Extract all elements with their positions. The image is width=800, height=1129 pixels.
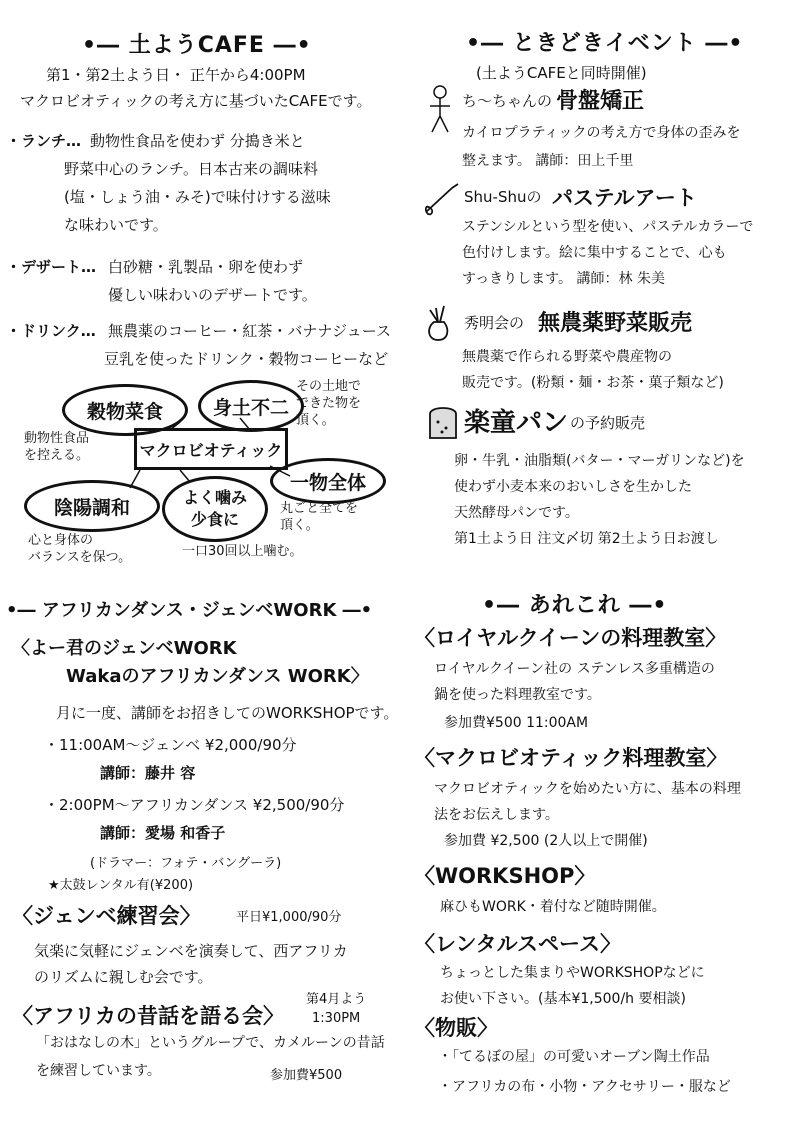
royal-line: 参加費¥500 11:00AM	[444, 715, 589, 731]
royal-line: 鍋を使った料理教室です。	[434, 687, 601, 703]
dance-time: ・2:00PM～アフリカンダンス ¥2,500/90分	[44, 796, 345, 814]
goods-heading: 〈物販〉	[414, 1016, 498, 1040]
dessert-line: 優しい味わいのデザートです。	[108, 286, 317, 304]
drink-label: ・ドリンク…	[6, 322, 96, 340]
rental-heading: 〈レンタルスペース〉	[414, 932, 621, 956]
dance-heading-2: Wakaのアフリカンダンス WORK〉	[66, 666, 369, 687]
bread-icon	[426, 404, 460, 440]
dance-heading-1: 〈よー君のジェンベWORK	[12, 638, 237, 659]
story-heading: 〈アフリカの昔話を語る会〉	[12, 1004, 284, 1028]
bread-line: 天然酵母パンです。	[454, 505, 579, 521]
lunch-line: 野菜中心のランチ。日本古来の調味料	[64, 160, 318, 178]
djembe-teacher: 講師：藤井 容	[100, 764, 196, 782]
cafe-title: •― 土ようCAFE ―•	[82, 33, 312, 58]
rental-line: ちょっとした集まりやWORKSHOPなどに	[440, 965, 705, 981]
whole-note: 丸ごと全てを 頂く。	[280, 501, 359, 533]
dessert-label: ・デザート…	[6, 258, 97, 276]
brush-icon	[422, 182, 462, 218]
veg-line: 販売です。(粉類・麺・お茶・菓子類など)	[462, 375, 724, 391]
drink-line: 無農薬のコーヒー・紅茶・バナナジュース	[108, 322, 392, 340]
local-note: その土地で できた物を 頂く。	[296, 379, 362, 428]
lunch-line: (塩・しょう油・みそ)で味付けする滋味	[64, 188, 331, 206]
practice-line: 気楽に気軽にジェンベを演奏して、西アフリカ	[34, 942, 348, 960]
events-title: •― ときどきイベント ―•	[466, 31, 744, 56]
bread-name: 楽童パン	[464, 408, 569, 438]
local-bubble: 身土不二	[198, 380, 304, 432]
yinyang-bubble: 陰陽調和	[24, 480, 160, 532]
animal-note: 動物性食品 を控える。	[24, 431, 90, 463]
vegetable-icon	[422, 302, 462, 342]
veg-name: 無農薬野菜販売	[538, 311, 693, 336]
lunch-line: な味わいです。	[64, 216, 168, 234]
macro-cook-line: マクロビオティックを始めたい方に、基本の料理	[434, 781, 741, 797]
practice-heading: 〈ジェンベ練習会〉	[12, 904, 201, 928]
dance-teacher: 講師：愛場 和香子	[100, 824, 226, 842]
pastel-line: すっきりします。 講師：林 朱美	[462, 271, 665, 287]
royal-line: ロイヤルクイーン社の ステンレス多重構造の	[434, 661, 715, 677]
rental-line: お使い下さい。(基本¥1,500/h 要相談)	[440, 991, 686, 1007]
bread-line: 卵・牛乳・油脂類(バター・マーガリンなど)を	[454, 453, 745, 469]
bread-suffix: の予約販売	[570, 414, 646, 432]
macro-center-box: マクロビオティック	[134, 428, 288, 470]
misc-title: •― あれこれ ―•	[482, 593, 668, 618]
pastel-line: ステンシルという型を使い、パステルカラーで	[462, 219, 754, 235]
chew-bubble: よく噛み 少食に	[162, 476, 268, 542]
story-line: 「おはなしの木」というグループで、カメルーンの昔話	[36, 1035, 385, 1051]
whole-bubble: 一物全体	[270, 458, 386, 504]
drummer: (ドラマー：フォテ・バングーラ)	[90, 856, 282, 871]
macro-cook-line: 参加費 ¥2,500 (2人以上で開催)	[444, 833, 648, 849]
goods-line: ・アフリカの布・小物・アクセサリー・服など	[438, 1079, 731, 1095]
practice-line: のリズムに親しむ会です。	[34, 968, 213, 986]
practice-price: 平日¥1,000/90分	[236, 910, 342, 925]
grain-bubble: 穀物菜食	[62, 384, 188, 436]
drum-rental: ★太鼓レンタル有(¥200)	[48, 878, 194, 893]
dessert-line: 白砂糖・乳製品・卵を使わず	[108, 258, 304, 276]
goods-line: ・「てるぼの屋」の可愛いオーブン陶土作品	[438, 1049, 710, 1065]
story-fee: 参加費¥500	[270, 1068, 343, 1083]
cafe-concept: マクロビオティックの考え方に基づいたCAFEです。	[20, 92, 372, 110]
dance-intro: 月に一度、講師をお招きしてのWORKSHOPです。	[56, 704, 399, 722]
pastel-line: 色付けします。絵に集中することで、心も	[462, 245, 727, 261]
veg-prefix: 秀明会の	[464, 314, 525, 332]
story-line: を練習しています。	[36, 1063, 161, 1079]
chew-note: 一口30回以上噛む。	[182, 544, 303, 559]
workshop-heading: 〈WORKSHOP〉	[414, 864, 596, 888]
pastel-name: パステルアート	[552, 186, 697, 210]
events-subtitle: (土ようCAFEと同時開催)	[476, 64, 647, 82]
pelvis-line: カイロプラティックの考え方で身体の歪みを	[462, 125, 741, 141]
workshop-line: 麻ひもWORK・着付など随時開催。	[440, 899, 666, 915]
veg-line: 無農薬で作られる野菜や農産物の	[462, 349, 672, 365]
lunch-label: ・ランチ…	[6, 132, 82, 150]
cafe-hours: 第1・第2土よう日・ 正午から4:00PM	[46, 66, 306, 84]
yinyang-note: 心と身体の バランスを保つ。	[28, 533, 132, 565]
dance-title: •― アフリカンダンス・ジェンベWORK ―•	[6, 600, 373, 621]
pelvis-name: 骨盤矯正	[556, 89, 645, 114]
macro-cook-heading: 〈マクロビオティック料理教室〉	[414, 746, 728, 770]
bread-line: 使わず小麦本来のおいしさを生かした	[454, 479, 692, 495]
royal-heading: 〈ロイヤルクイーンの料理教室〉	[414, 626, 727, 650]
pelvis-line: 整えます。 講師：田上千里	[462, 153, 634, 169]
story-when: 第4月よう 1:30PM	[306, 992, 367, 1026]
pastel-prefix: Shu-Shuの	[464, 188, 542, 206]
person-icon	[426, 84, 454, 134]
djembe-time: ・11:00AM～ジェンベ ¥2,000/90分	[44, 736, 297, 754]
pelvis-prefix: ち～ちゃんの	[462, 92, 553, 110]
drink-line: 豆乳を使ったドリンク・穀物コーヒーなど	[104, 350, 389, 368]
macro-cook-line: 法をお伝えします。	[434, 807, 559, 823]
lunch-line: 動物性食品を使わず 分搗き米と	[90, 132, 305, 150]
bread-line: 第1土よう日 注文〆切 第2土よう日お渡し	[454, 531, 719, 547]
